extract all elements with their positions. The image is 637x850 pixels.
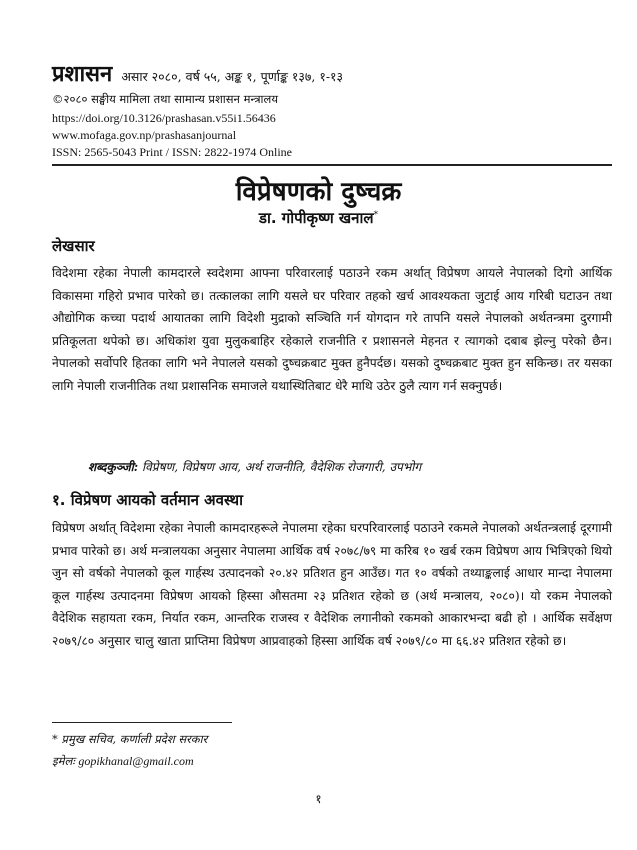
abstract-heading: लेखसार — [52, 237, 95, 255]
keywords-terms: विप्रेषण, विप्रेषण आय, अर्थ राजनीति, वैदेशिक रोजगारी, उपभोग — [142, 460, 422, 474]
section-1-heading: १. विप्रेषण आयको वर्तमान अवस्था — [52, 491, 243, 509]
keywords-line — [88, 458, 608, 475]
author-line — [0, 208, 637, 228]
keywords-label: शब्दकुञ्जी: — [88, 460, 139, 474]
author-name: डा. गोपीकृष्ण खनाल — [258, 209, 374, 227]
issue-line: असार २०८०, वर्ष ५५, अङ्क १, पूर्णाङ्क १३७, १-१३ — [121, 69, 344, 84]
footnote-divider — [52, 722, 232, 723]
author-footnote-mark: * — [373, 210, 379, 220]
issn-line: ISSN: 2565-5043 Print / ISSN: 2822-1974 Online — [52, 145, 293, 159]
copyright-line: ©२०८० सङ्घीय मामिला तथा सामान्य प्रशासन मन्त्रालय — [52, 92, 278, 106]
article-title: विप्रेषणको दुष्चक्र — [235, 177, 402, 207]
journal-header — [52, 58, 612, 88]
header-divider — [52, 164, 612, 166]
email-address[interactable]: gopikhanal@gmail.com — [78, 754, 194, 768]
footnote-affiliation: * प्रमुख सचिव, कर्णाली प्रदेश सरकार — [52, 732, 208, 746]
website-link[interactable]: www.mofaga.gov.np/prashasanjournal — [52, 128, 237, 142]
page-number: १ — [315, 792, 322, 806]
email-label: इमेलः — [52, 754, 75, 768]
journal-name: प्रशासन — [52, 62, 113, 87]
doi-link[interactable]: https://doi.org/10.3126/prashasan.v55i1.56436 — [52, 111, 276, 125]
abstract-text: विदेशमा रहेका नेपाली कामदारले स्वदेशमा आफ्ना परिवारलाई पठाउने रकम अर्थात् विप्रेषण आयले नेपालको दिगो आर्थिक विकासमा गहिरो प्रभाव पारेको छ। तत्कालका लागि यसले घर परिवार तहको खर्च आवश्यकता जुटाई आय गरिबी घटाउन तथा औद्योगिक कच्चा पदार्थ आयातका लागि विदेशी मुद्राको सञ्चिति गर्न योगदान गरे तापनि यसले नेपालको अर्थतन्त्रमा दुरगामी प्रतिकूलता थपेको छ। अधिकांश युवा मुलुकबाहिर रहेकाले राजनीति र प्रशासनले मेहनत र त्यागको दबाब झेल्नु परेको छैन। नेपालको सर्वोपरि हितका लागि भने नेपालले यसको दुष्चक्रबाट मुक्त हुनैपर्दछ। यसको दुष्चक्रबाट मुक्त हुन सकिन्छ। तर यसका लागि नेपाली राजनीतिक तथा प्रशासनिक समाजले यथास्थितिबाट धेरै माथि उठेर ठुलै त्याग गर्न सक्नुपर्छ। — [52, 266, 612, 393]
section-1-text: विप्रेषण अर्थात् विदेशमा रहेका नेपाली कामदारहरूले नेपालमा रहेका घरपरिवारलाई पठाउने रकमले नेपालको अर्थतन्त्रलाई दूरगामी प्रभाव पारेको छ। अर्थ मन्त्रालयका अनुसार नेपालमा आर्थिक वर्ष २०७८/७९ मा करिब १० खर्ब रकम विप्रेषण आय भित्रिएको थियो जुन सो वर्षको नेपालको कूल गार्हस्थ उत्पादनको २०.४२ प्रतिशत हुन आउँछ। गत १० वर्षको तथ्याङ्कलाई आधार मान्दा नेपालमा कूल गार्हस्थ उत्पादनमा विप्रेषण आयको हिस्सा औसतमा २३ प्रतिशत रहेको छ (अर्थ मन्त्रालय, २०८०)। यो रकम नेपालको वैदेशिक सहायता रकम, निर्यात रकम, आन्तरिक राजस्व र वैदेशिक लगानीको रकमको आकारभन्दा बढी हो । आर्थिक सर्वेक्षण २०७९/८० अनुसार चालु खाता प्राप्तिमा विप्रेषण आप्रवाहको हिस्सा आर्थिक वर्ष २०७९/८० मा ६६.४२ प्रतिशत रहेको छ। — [52, 521, 612, 648]
footnote-email-line — [52, 754, 194, 769]
